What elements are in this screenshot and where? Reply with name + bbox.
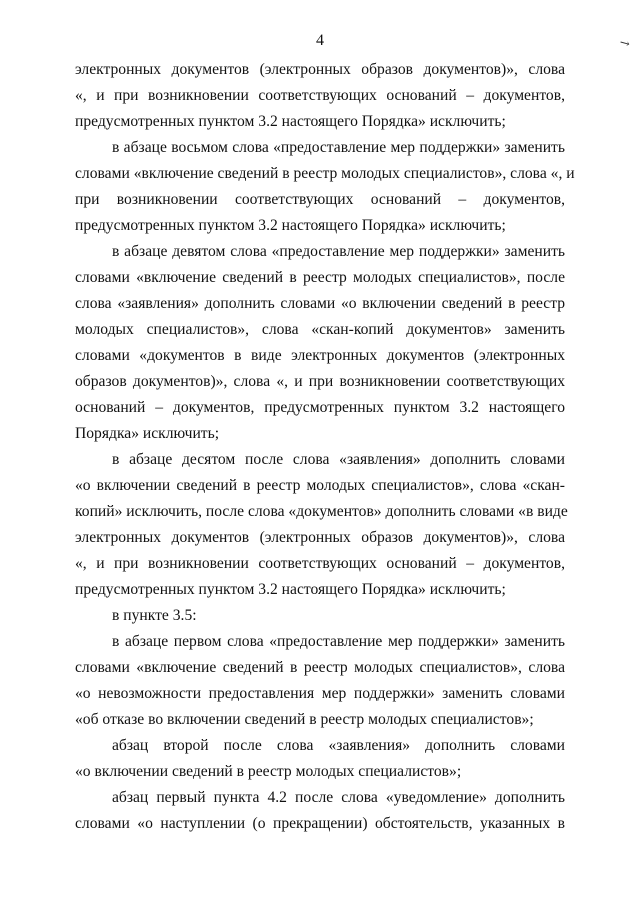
text-line: «об отказе во включении сведений в реестр молодых специалистов»; xyxy=(75,711,534,728)
text-line: «о невозможности предоставления мер поддержки» заменить словами xyxy=(75,685,565,702)
text-line: предусмотренных пунктом 3.2 настоящего Порядка» исключить; xyxy=(75,217,506,234)
text-line: словами «о наступлении (о прекращении) обстоятельств, указанных в xyxy=(75,815,565,832)
text-line: при возникновении соответствующих оснований – документов, xyxy=(75,191,565,208)
text-line: образов документов)», слова «, и при возникновении соответствующих xyxy=(75,373,565,390)
text-line: оснований – документов, предусмотренных пунктом 3.2 настоящего xyxy=(75,399,565,416)
text-line: словами «включение сведений в реестр молодых специалистов», слова xyxy=(75,659,565,676)
text-line: «о включении сведений в реестр молодых специалистов»; xyxy=(75,763,462,780)
text-line: в абзаце первом слова «предоставление мер поддержки» заменить xyxy=(112,633,565,650)
text-line: слова «заявления» дополнить словами «о включении сведений в реестр xyxy=(75,295,565,312)
text-line: электронных документов (электронных образов документов)», слова xyxy=(75,529,565,546)
text-line: словами «включение сведений в реестр молодых специалистов», после xyxy=(75,269,565,286)
paragraph xyxy=(75,629,565,733)
paragraph xyxy=(75,239,565,447)
page-number: 4 xyxy=(316,32,324,49)
text-line: Порядка» исключить; xyxy=(75,425,220,442)
paragraph xyxy=(75,135,575,239)
text-line: словами «включение сведений в реестр молодых специалистов», слова «, и xyxy=(75,165,575,182)
text-line: электронных документов (электронных образов документов)», слова xyxy=(75,61,565,78)
paragraph xyxy=(75,733,565,785)
text-line: в абзаце девятом слова «предоставление мер поддержки» заменить xyxy=(112,243,565,260)
scan-mark: ↘ xyxy=(616,34,633,52)
text-line: в абзаце восьмом слова «предоставление мер поддержки» заменить xyxy=(112,139,565,156)
document-body xyxy=(75,57,575,837)
text-line: молодых специалистов», слова «скан-копий документов» заменить xyxy=(75,321,565,338)
text-line: абзац первый пункта 4.2 после слова «уведомление» дополнить xyxy=(112,789,565,806)
paragraph xyxy=(75,785,565,837)
text-line: в абзаце десятом после слова «заявления» дополнить словами xyxy=(112,451,565,468)
text-line: копий» исключить, после слова «документов» дополнить словами «в виде xyxy=(75,503,568,520)
text-line: абзац второй после слова «заявления» дополнить словами xyxy=(112,737,565,754)
text-line: «о включении сведений в реестр молодых специалистов», слова «скан- xyxy=(75,477,565,494)
text-line: «, и при возникновении соответствующих оснований – документов, xyxy=(75,555,565,572)
text-line: словами «документов в виде электронных документов (электронных xyxy=(75,347,565,364)
text-line: предусмотренных пунктом 3.2 настоящего Порядка» исключить; xyxy=(75,581,506,598)
text-line: «, и при возникновении соответствующих оснований – документов, xyxy=(75,87,565,104)
paragraph xyxy=(75,447,568,603)
paragraph xyxy=(75,57,565,135)
text-line: предусмотренных пунктом 3.2 настоящего Порядка» исключить; xyxy=(75,113,506,130)
paragraph xyxy=(75,603,565,629)
text-line: в пункте 3.5: xyxy=(112,607,197,624)
